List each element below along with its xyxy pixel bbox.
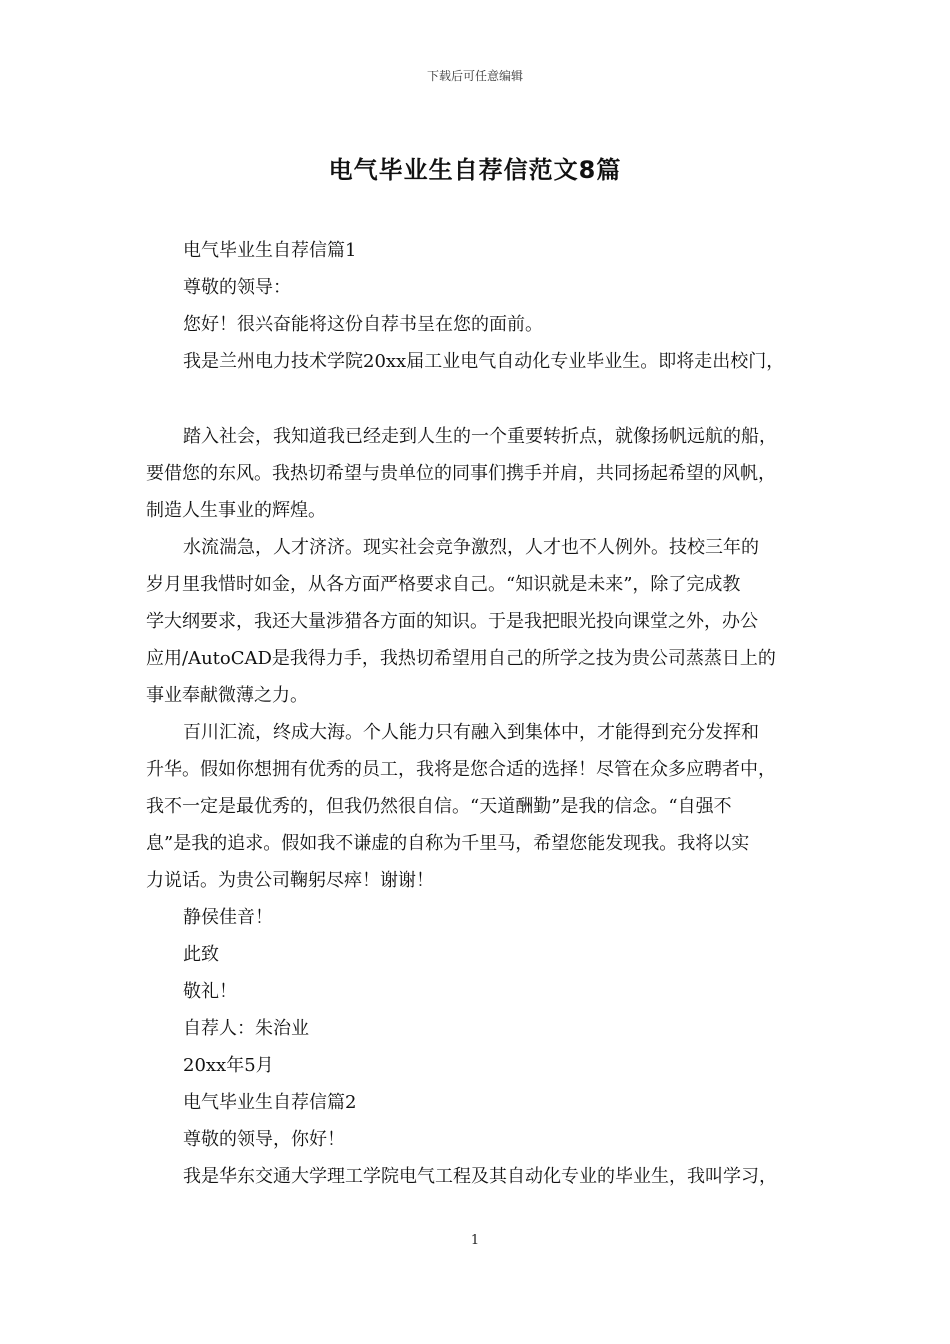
salutation: 尊敬的领导：: [183, 277, 291, 298]
document-title: 电气毕业生自荐信范文8篇: [328, 156, 622, 184]
paragraph-line: 我是华东交通大学理工学院电气工程及其自动化专业的毕业生，我叫学习，: [183, 1166, 777, 1187]
paragraph-line: 息”是我的追求。假如我不谦虚的自称为千里马，希望您能发现我。我将以实: [146, 833, 750, 854]
section-heading: 电气毕业生自荐信篇1: [183, 240, 357, 261]
paragraph-line: 事业奉献微薄之力。: [146, 685, 308, 706]
paragraph-line: 我不一定是最优秀的，但我仍然很自信。“天道酬勤”是我的信念。“自强不: [146, 796, 732, 817]
paragraph-line: 要借您的东风。我热切希望与贵单位的同事们携手并肩，共同扬起希望的风帆，: [146, 463, 776, 484]
signature-line: 自荐人：朱治业: [183, 1018, 309, 1039]
page-number: 1: [470, 1233, 480, 1248]
paragraph-line: 制造人生事业的辉煌。: [146, 500, 326, 521]
paragraph-line: 您好！很兴奋能将这份自荐书呈在您的面前。: [183, 314, 543, 335]
paragraph-line: 力说话。为贵公司鞠躬尽瘁！谢谢！: [146, 870, 434, 891]
paragraph-line: 我是兰州电力技术学院20xx届工业电气自动化专业毕业生。即将走出校门，: [183, 351, 785, 372]
closing-line: 敬礼！: [183, 981, 237, 1002]
closing-line: 此致: [183, 944, 219, 965]
paragraph-line: 学大纲要求，我还大量涉猎各方面的知识。于是我把眼光投向课堂之外，办公: [146, 611, 758, 632]
paragraph-line: 百川汇流，终成大海。个人能力只有融入到集体中，才能得到充分发挥和: [183, 722, 759, 743]
paragraph-line: 岁月里我惜时如金，从各方面严格要求自己。“知识就是未来”，除了完成教: [146, 574, 741, 595]
paragraph-line: 应用/AutoCAD是我得力手，我热切希望用自己的所学之技为贵公司蒸蒸日上的: [146, 648, 776, 669]
paragraph-line: 水流湍急，人才济济。现实社会竞争激烈，人才也不人例外。技校三年的: [183, 537, 759, 558]
paragraph-line: 踏入社会，我知道我已经走到人生的一个重要转折点，就像扬帆远航的船，: [183, 426, 777, 447]
section-heading: 电气毕业生自荐信篇2: [183, 1092, 357, 1113]
salutation: 尊敬的领导，你好！: [183, 1129, 345, 1150]
header-note: 下载后可任意编辑: [426, 69, 523, 83]
paragraph-line: 升华。假如你想拥有优秀的员工，我将是您合适的选择！尽管在众多应聘者中，: [146, 759, 776, 780]
date-line: 20xx年5月: [183, 1055, 274, 1076]
closing-line: 静侯佳音！: [183, 907, 273, 928]
